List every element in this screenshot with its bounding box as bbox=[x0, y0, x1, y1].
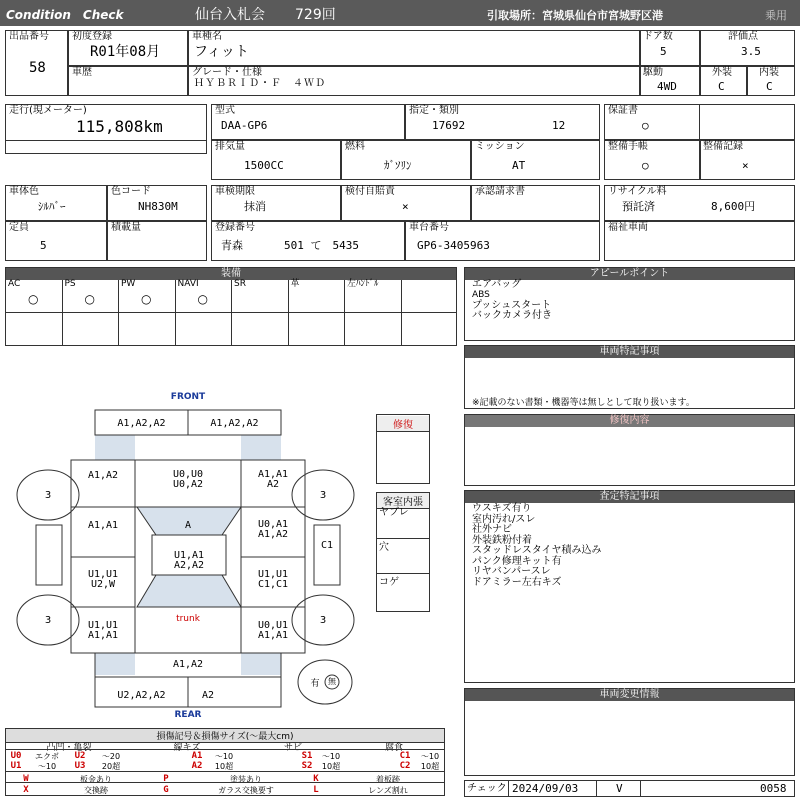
check-mark: V bbox=[616, 782, 623, 795]
legend-code: S1 bbox=[301, 751, 313, 761]
legend-desc: 交換跡 bbox=[84, 786, 108, 795]
trunk-label: trunk bbox=[176, 614, 200, 624]
equipment-col-label: SR bbox=[234, 279, 246, 289]
change-panel bbox=[464, 688, 795, 776]
spare-tire-label: 有 bbox=[310, 679, 320, 689]
legend-desc: 10超 bbox=[214, 762, 234, 771]
repair-title: 修復内容 bbox=[465, 415, 794, 427]
legend-desc: ～10 bbox=[420, 752, 440, 761]
ext-label: 外装 bbox=[712, 67, 732, 78]
panel-fender-fl: A1,A2 bbox=[87, 470, 119, 481]
model-label: 型式 bbox=[215, 105, 235, 116]
equipment-col-label: 革 bbox=[290, 279, 300, 289]
claim-label: 承認請求書 bbox=[475, 186, 525, 197]
equipment-col-label: AC bbox=[8, 279, 21, 289]
welfare-label: 福祉車両 bbox=[608, 222, 648, 233]
assess-line: 社外ナビ bbox=[472, 524, 512, 535]
legend-group-label: 凸凹・亀裂 bbox=[46, 743, 92, 753]
equipment-col-label: PS bbox=[64, 279, 76, 289]
panel-rear-right: A2 bbox=[201, 690, 215, 701]
panel-hood: U0,U0 U0,A2 bbox=[172, 469, 204, 490]
plate-number: 501 て 5435 bbox=[284, 239, 359, 252]
check-label: チェック bbox=[467, 783, 507, 794]
legend-desc: エクボ bbox=[35, 752, 59, 761]
color-label: 車体色 bbox=[9, 186, 39, 197]
code-value: NH830M bbox=[138, 200, 178, 213]
grade-label: グレード・仕様 bbox=[192, 67, 262, 78]
panel-windshield: A bbox=[184, 520, 192, 531]
type-value-2: 12 bbox=[552, 119, 566, 132]
code-label: 色コード bbox=[111, 186, 151, 197]
equipment-col-value: ○ bbox=[141, 292, 152, 306]
spare-tire-mark: 無 bbox=[328, 677, 336, 686]
legend-desc: ～20 bbox=[101, 752, 121, 761]
name-label: 車種名 bbox=[192, 31, 222, 42]
tire-rl: 3 bbox=[44, 615, 52, 626]
legend-code: P bbox=[163, 774, 169, 784]
legend-code: A2 bbox=[191, 761, 203, 771]
tire-rr: 3 bbox=[319, 615, 327, 626]
capacity-label: 定員 bbox=[9, 222, 29, 233]
legend-group-label: サビ bbox=[283, 743, 302, 753]
legend-desc: ～10 bbox=[37, 762, 57, 771]
equipment-col-label: 左ﾊﾝﾄﾞﾙ bbox=[347, 279, 379, 289]
disp-label: 排気量 bbox=[215, 141, 245, 152]
legend-code: C2 bbox=[399, 761, 411, 771]
legend-desc: ～10 bbox=[321, 752, 341, 761]
ext-value: C bbox=[718, 80, 725, 93]
header-title: Condition Check bbox=[6, 8, 124, 22]
grade-value: ＨＹＢＲＩＤ・Ｆ ４ＷＤ bbox=[194, 78, 326, 89]
doors-label: ドア数 bbox=[643, 31, 673, 42]
warranty-label: 保証書 bbox=[608, 105, 638, 116]
equipment-col-value: ○ bbox=[84, 292, 95, 306]
legend-code: S2 bbox=[301, 761, 313, 771]
legend-code: X bbox=[23, 785, 29, 795]
assess-line: ドアミラー左右キズ bbox=[472, 576, 562, 588]
special-title: 車両特記事項 bbox=[465, 346, 794, 358]
legend-code: K bbox=[313, 774, 319, 784]
mission-label: ミッション bbox=[475, 141, 525, 152]
inspection-label: 車検期限 bbox=[215, 186, 255, 197]
assess-line: ウスキズ有り bbox=[472, 503, 532, 514]
legend-code: U0 bbox=[10, 751, 22, 761]
fuel-label: 燃料 bbox=[345, 141, 365, 152]
legend-desc: 塗装あり bbox=[230, 775, 262, 784]
equipment-col-value: ○ bbox=[28, 292, 39, 306]
assess-line: 外装鉄粉付着 bbox=[472, 534, 532, 546]
assess-line: 室内汚れ/スレ bbox=[472, 513, 536, 525]
mission-value: AT bbox=[512, 159, 526, 172]
assess-line: スタッドレスタイヤ積み込み bbox=[472, 545, 602, 556]
check-date: 2024/09/03 bbox=[512, 782, 579, 795]
reg-label: 初度登録 bbox=[72, 31, 112, 42]
interior-row: コゲ bbox=[379, 577, 399, 588]
disp-value: 1500CC bbox=[244, 159, 284, 172]
assess-title: 査定特記事項 bbox=[465, 491, 794, 503]
inspection-value: 抹消 bbox=[244, 200, 266, 213]
interior-row: 穴 bbox=[379, 542, 389, 553]
legend-desc: 板金あり bbox=[80, 775, 112, 784]
chassis-value: GP6-3405963 bbox=[417, 239, 490, 252]
interior-title: 客室内張 bbox=[377, 493, 429, 509]
panel-front-right: A1,A2,A2 bbox=[210, 418, 259, 429]
panel-quarter-rl: U1,U1 A1,A1 bbox=[87, 620, 119, 641]
plate-label: 登録番号 bbox=[215, 222, 255, 233]
legend-code: G bbox=[163, 785, 169, 795]
panel-rear-center: A1,A2 bbox=[172, 659, 204, 670]
doors-value: 5 bbox=[660, 45, 667, 58]
record-label: 整備記録 bbox=[703, 141, 743, 152]
rear-label: REAR bbox=[174, 710, 202, 720]
appeal-title: アピールポイント bbox=[465, 268, 794, 280]
panel-accent-rl bbox=[95, 653, 135, 675]
record-value: × bbox=[742, 159, 749, 172]
drive-label: 駆動 bbox=[643, 67, 663, 78]
legend-code: W bbox=[23, 774, 29, 784]
header-session: 729回 bbox=[295, 7, 336, 23]
panel-accent-fr bbox=[241, 435, 281, 460]
assess-line: リヤバンパースレ bbox=[472, 566, 551, 577]
chassis-label: 車台番号 bbox=[409, 222, 449, 233]
history-label: 車歴 bbox=[72, 67, 92, 78]
insurance-value: × bbox=[402, 200, 409, 213]
front-label: FRONT bbox=[170, 392, 206, 402]
legend-desc: ～10 bbox=[214, 752, 234, 761]
load-label: 積載量 bbox=[111, 222, 141, 233]
recycle-status: 預託済 bbox=[622, 200, 655, 213]
equipment-col-value: ○ bbox=[197, 292, 208, 306]
reg-value: R01年08月 bbox=[90, 44, 161, 60]
manual-label: 整備手帳 bbox=[608, 141, 648, 152]
panel-door-rr: U1,U1 C1,C1 bbox=[257, 569, 289, 590]
warranty-value: ○ bbox=[642, 119, 649, 132]
tire-fl: 3 bbox=[44, 490, 52, 501]
panel-door-fl: A1,A1 bbox=[87, 520, 119, 531]
check-code: 0058 bbox=[760, 782, 787, 795]
panel-roof: U1,A1 A2,A2 bbox=[173, 550, 205, 571]
score-value: 3.5 bbox=[741, 45, 761, 58]
recycle-amount: 8,600円 bbox=[711, 200, 756, 213]
tire-fr: 3 bbox=[319, 490, 327, 501]
interior-row: ヤブレ bbox=[379, 507, 409, 518]
legend-desc: 20超 bbox=[101, 762, 121, 771]
mileage-value: 115,808km bbox=[76, 117, 163, 136]
legend-code: C1 bbox=[399, 751, 411, 761]
panel-accent-rr bbox=[241, 653, 281, 675]
model-value: DAA-GP6 bbox=[221, 119, 268, 132]
fuel-value: ｶﾞｿﾘﾝ bbox=[384, 159, 412, 172]
special-note: ※記載のない書類・機器等は無しとして取り扱います。 bbox=[472, 398, 695, 408]
appeal-line: エアバッグ bbox=[472, 279, 522, 290]
appeal-line: ABS bbox=[472, 290, 490, 300]
legend-group-label: 線キズ bbox=[173, 743, 201, 753]
panel-accent-fl bbox=[95, 435, 135, 460]
legend-desc: レンズ割れ bbox=[368, 786, 408, 795]
appeal-line: バックカメラ付き bbox=[472, 310, 552, 321]
panel-door-fr: U0,A1 A1,A2 bbox=[257, 519, 289, 540]
legend-title: 損傷記号＆損傷サイズ(～最大cm) bbox=[6, 729, 444, 743]
capacity-value: 5 bbox=[40, 239, 47, 252]
header-pickup: 引取場所：宮城県仙台市宮城野区港 bbox=[487, 9, 663, 22]
legend-code: L bbox=[313, 785, 319, 795]
header-auction: 仙台入札会 bbox=[195, 7, 265, 23]
legend-desc: 着板跡 bbox=[376, 775, 400, 784]
panel-mirror-right: C1 bbox=[320, 540, 334, 551]
legend-desc: 10超 bbox=[420, 762, 440, 771]
mileage-label: 走行(現メーター) bbox=[9, 105, 87, 116]
int-label: 内装 bbox=[759, 67, 779, 78]
drive-value: 4WD bbox=[657, 80, 677, 93]
int-value: C bbox=[766, 80, 773, 93]
panel-fender-fr: A1,A1 A2 bbox=[257, 469, 289, 490]
appeal-line: プッシュスタート bbox=[472, 300, 552, 311]
assess-line: パンク修理キット有 bbox=[472, 555, 562, 567]
legend-code: U1 bbox=[10, 761, 22, 771]
panel-door-rl: U1,U1 U2,W bbox=[87, 569, 119, 590]
manual-value: ○ bbox=[642, 159, 649, 172]
repair-box-title: 修復 bbox=[377, 416, 429, 432]
car-name: フィット bbox=[194, 44, 249, 60]
lot-number: 58 bbox=[29, 60, 46, 76]
name-box bbox=[188, 30, 640, 66]
plate-area: 青森 bbox=[221, 239, 243, 252]
type-label: 指定・類別 bbox=[409, 105, 459, 116]
equipment-title: 装備 bbox=[6, 268, 456, 280]
insurance-label: 検付自賠責 bbox=[345, 186, 395, 197]
equipment-col-label: NAVI bbox=[177, 279, 199, 289]
legend-desc: 10超 bbox=[321, 762, 341, 771]
panel-front-left: A1,A2,A2 bbox=[117, 418, 166, 429]
legend-code: U3 bbox=[74, 761, 86, 771]
score-label: 評価点 bbox=[728, 31, 758, 42]
change-title: 車両変更情報 bbox=[465, 689, 794, 701]
lot-label: 出品番号 bbox=[9, 31, 49, 42]
legend-code: A1 bbox=[191, 751, 203, 761]
panel-quarter-rr: U0,U1 A1,A1 bbox=[257, 620, 289, 641]
header-category: 乗用 bbox=[765, 9, 787, 22]
panel-rear-left: U2,A2,A2 bbox=[117, 690, 166, 701]
color-value: ｼﾙﾊﾞｰ bbox=[38, 200, 66, 213]
type-value-1: 17692 bbox=[432, 119, 466, 132]
legend-code: U2 bbox=[74, 751, 86, 761]
legend-desc: ガラス交換要す bbox=[218, 786, 274, 795]
legend-group-label: 腐食 bbox=[384, 743, 403, 753]
recycle-label: リサイクル料 bbox=[608, 186, 667, 197]
equipment-col-label: PW bbox=[121, 279, 136, 289]
